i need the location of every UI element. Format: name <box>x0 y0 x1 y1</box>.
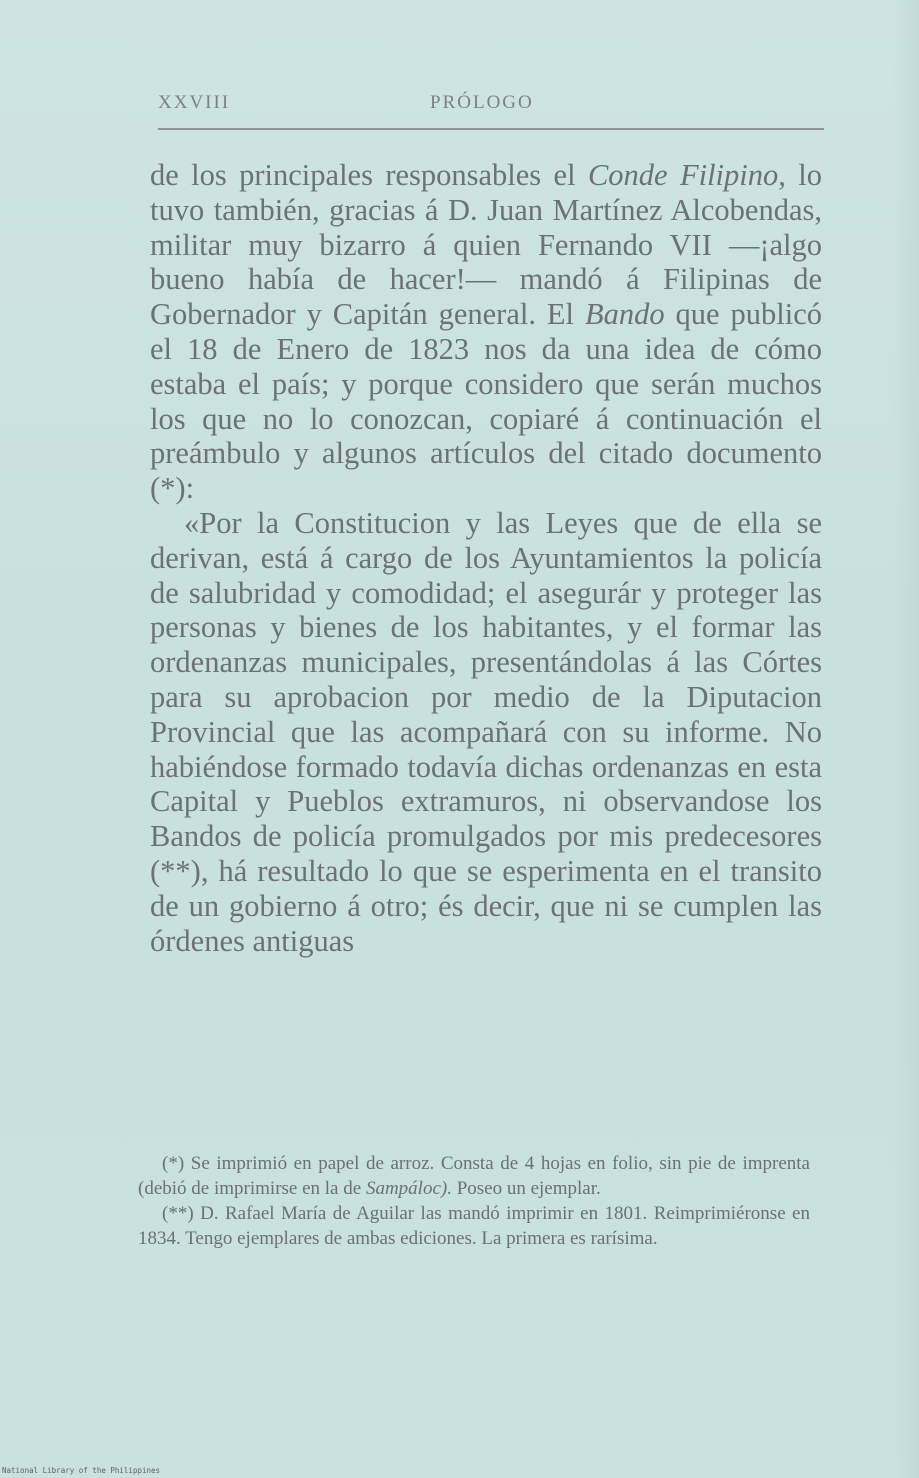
footnote-mark: (**) <box>162 1203 194 1224</box>
scan-edge-shadow <box>893 0 919 1478</box>
footnote <box>138 1152 810 1201</box>
paragraph <box>150 158 822 506</box>
library-credit: National Library of the Philippines <box>2 1466 161 1475</box>
footnote-text: D. Rafael María de Aguilar las mandó imprimir en 1801. Reimprimiéronse en 1834. Tengo ejemplares de ambas ediciones. La primera es rarísima. <box>138 1203 810 1249</box>
footnote-italic: Sampáloc). <box>365 1177 452 1199</box>
paragraph-text: que publicó el 18 de Enero de 1823 nos da una idea de cómo estaba el país; y porque considero que serán muchos los que no lo conozcan, copiaré á continuación el preámbulo y algunos artículos del citado documento (*): <box>150 297 822 506</box>
paragraph-text: de los principales responsables el <box>150 158 588 192</box>
italic-title: Conde Filipino, <box>587 158 786 192</box>
page-header <box>158 92 824 122</box>
footnotes <box>138 1152 810 1251</box>
italic-title: Bando <box>584 297 665 332</box>
footnote-text: Se imprimió en papel de arroz. Consta de 4 hojas en folio, sin pie de imprenta (debió de imprimirse en la de <box>138 1153 810 1199</box>
running-title: PRÓLOGO <box>430 92 534 113</box>
page-number: XXVIII <box>158 92 231 113</box>
body-text <box>150 158 822 958</box>
footnote <box>138 1202 810 1251</box>
footnote-text: Poseo un ejemplar. <box>451 1177 601 1199</box>
footnote-mark: (*) <box>162 1153 185 1174</box>
header-rule <box>158 128 824 130</box>
paragraph-text: lo tuvo también, gracias á D. Juan Martínez Alcobendas, militar muy bizarro á quien Fernando VII —¡algo bueno había de hacer!— mandó á Filipinas de Gobernador y Capitán general. El <box>150 158 822 332</box>
quoted-paragraph: «Por la Constitucion y las Leyes que de ella se derivan, está á cargo de los Ayuntamientos la policía de salubridad y comodidad; el asegurár y proteger las personas y bienes de los habitantes, y el formar las ordenanzas municipales, presentándolas á las Córtes para su aprobacion por medio de la Diputacion Provincial que las acompañará con su informe. No habiéndose formado todavía dichas ordenanzas en esta Capital y Pueblos extramuros, ni observandose los Bandos de policía promulgados por mis predecesores (**), há resultado lo que se esperimenta en el transito de un gobierno á otro; és decir, que ni se cumplen las órdenes antiguas <box>150 505 822 958</box>
